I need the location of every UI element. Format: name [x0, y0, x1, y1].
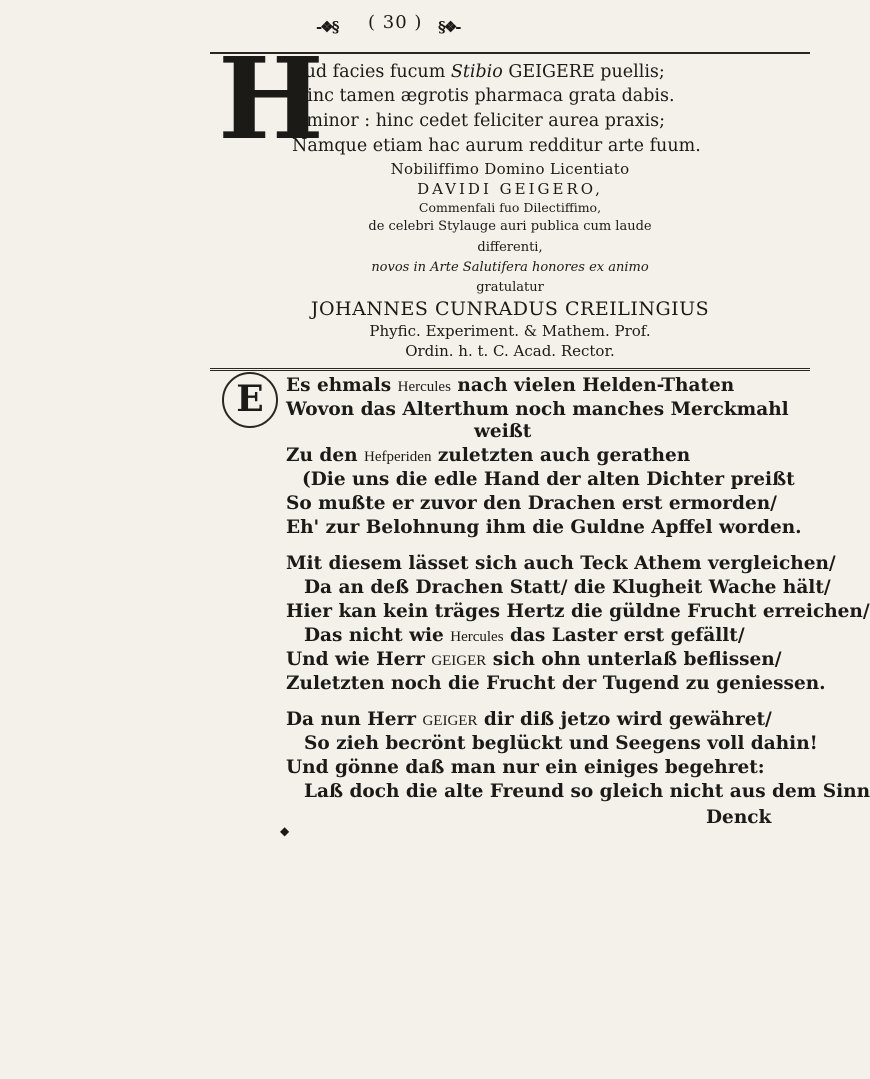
- dedication-line-5: differenti,: [477, 240, 543, 255]
- ornament-right: §❖-: [438, 18, 460, 36]
- german-line-2: Wovon das Alterthum noch manches Merckmahl: [286, 399, 789, 420]
- signature-office: Ordin. h. t. C. Acad. Rector.: [405, 342, 615, 360]
- latin-line-3: Ominor : hinc cedet feliciter aurea praxis;: [292, 111, 666, 131]
- german-line-7: Eh' zur Belohnung ihm die Guldne Apffel worden.: [286, 517, 802, 538]
- german-drop-cap: E: [222, 372, 278, 428]
- german-line-4: Zu den Hefperiden zuletzten auch gerathen: [286, 445, 691, 466]
- german-line-8: Mit diesem lässet sich auch Teck Athem vergleichen/: [286, 553, 836, 574]
- latin-line-2: Hinc tamen ægrotis pharmaca grata dabis.: [292, 86, 675, 106]
- german-line-14: Da nun Herr GEIGER dir diß jetzo wird gewähret/: [286, 709, 772, 730]
- german-line-15: So zieh becrönt beglückt und Seegens voll dahin!: [304, 733, 818, 754]
- latin-drop-cap: H: [218, 34, 324, 165]
- german-line-9: Da an deß Drachen Statt/ die Klugheit Wache hält/: [304, 577, 831, 598]
- page-header: [0, 6, 800, 42]
- dedication-line-1: Nobiliffimo Domino Licentiato: [390, 160, 630, 178]
- german-line-3: weißt: [474, 421, 532, 442]
- german-line-16: Und gönne daß man nur ein einiges begehret:: [286, 757, 765, 778]
- catchword: Denck: [706, 807, 772, 828]
- signature-mark-icon: ◆: [280, 824, 290, 838]
- signature-title: Phyfic. Experiment. & Mathem. Prof.: [369, 322, 651, 340]
- german-line-1: Es ehmals Hercules nach vielen Helden-Thaten: [286, 375, 735, 396]
- dedication-line-2: DAVIDI GEIGERO,: [417, 180, 603, 198]
- german-line-10: Hier kan kein träges Hertz die güldne Frucht erreichen/: [286, 601, 870, 622]
- german-line-12: Und wie Herr GEIGER sich ohn unterlaß beflissen/: [286, 649, 782, 670]
- page-number: ( 30 ): [368, 12, 423, 33]
- german-line-5: (Die uns die edle Hand der alten Dichter preißt: [302, 469, 795, 490]
- latin-line-1: Aud facies fucum Stibio GEIGERE puellis;: [292, 62, 665, 82]
- signature-name: JOHANNES CUNRADUS CREILINGIUS: [310, 298, 710, 320]
- german-line-17: Laß doch die alte Freund so gleich nicht aus dem Sinn: [304, 781, 870, 802]
- dedication-line-4: de celebri Stylauge auri publica cum laude: [368, 219, 652, 234]
- section-divider: [210, 368, 810, 371]
- dedication-line-7: gratulatur: [476, 280, 544, 295]
- ornament-left: -❖§: [316, 18, 338, 36]
- german-line-6: So mußte er zuvor den Drachen erst ermorden/: [286, 493, 777, 514]
- german-line-11: Das nicht wie Hercules das Laster erst gefällt/: [304, 625, 745, 646]
- dedication-line-6: novos in Arte Salutifera honores ex animo: [371, 260, 649, 275]
- latin-line-4: Namque etiam hac aurum redditur arte fuum.: [292, 136, 701, 156]
- dedication-line-3: Commenfali fuo Dilectiffimo,: [418, 200, 602, 215]
- german-line-13: Zuletzten noch die Frucht der Tugend zu geniessen.: [286, 673, 826, 694]
